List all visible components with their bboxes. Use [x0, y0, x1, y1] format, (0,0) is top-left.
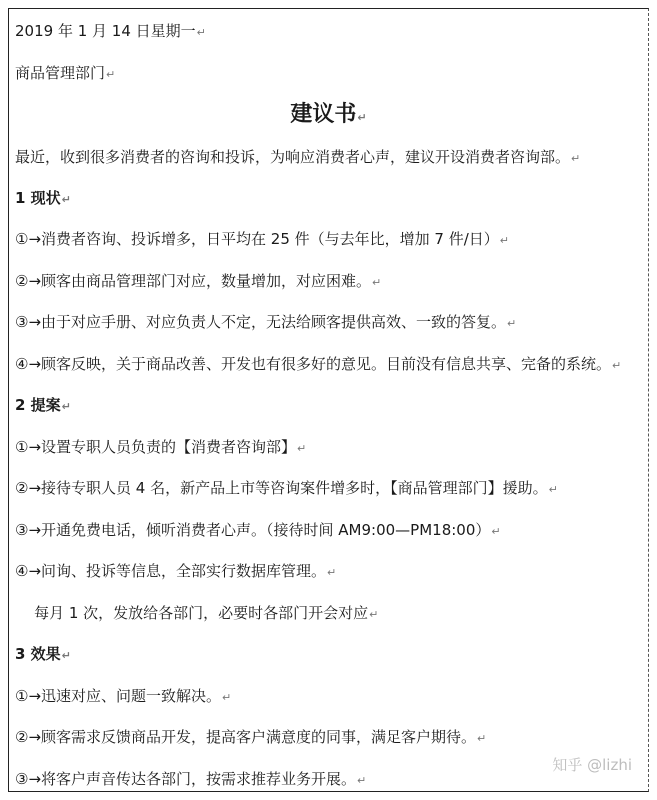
section-heading-text: 2 提案: [15, 396, 61, 414]
proposal-item: [15, 437, 306, 459]
section-heading-effect: [15, 644, 71, 666]
paragraph-mark: ↵: [357, 774, 367, 787]
paragraph-mark: ↵: [369, 608, 379, 621]
document-title: [9, 100, 648, 133]
effect-item: [15, 727, 486, 749]
date-line: [15, 21, 206, 43]
status-item: [15, 354, 621, 376]
paragraph-mark: ↵: [372, 276, 382, 289]
paragraph-mark: ↵: [357, 111, 367, 124]
paragraph-mark: ↵: [196, 26, 206, 39]
paragraph-mark: ↵: [297, 442, 307, 455]
proposal-item: [15, 603, 378, 625]
status-item: [15, 229, 509, 251]
status-item: [15, 312, 516, 334]
intro-line: [15, 147, 580, 169]
proposal-item: [15, 561, 336, 583]
section-heading-text: 3 效果: [15, 645, 61, 663]
paragraph-mark: ↵: [499, 234, 509, 247]
section-heading-status: [15, 188, 71, 210]
document-page: [8, 8, 649, 792]
paragraph-mark: ↵: [491, 525, 501, 538]
effect-item: [15, 769, 366, 791]
paragraph-mark: ↵: [327, 566, 337, 579]
paragraph-mark: ↵: [222, 691, 232, 704]
list-item-text: ④→问询、投诉等信息，全部实行数据库管理。: [15, 562, 327, 580]
effect-item: [15, 686, 231, 708]
list-item-text: ③→将客户声音传达各部门，按需求推荐业务开展。: [15, 770, 357, 788]
list-item-text: ②→顾客由商品管理部门对应，数量增加，对应困难。: [15, 272, 372, 290]
list-item-text: ④→顾客反映，关于商品改善、开发也有很多好的意见。目前没有信息共享、完备的系统。: [15, 355, 612, 373]
proposal-item: [15, 520, 501, 542]
paragraph-mark: ↵: [61, 193, 71, 206]
list-item-text: ②→顾客需求反馈商品开发，提高客户满意度的同事，满足客户期待。: [15, 728, 477, 746]
list-item-text: ①→消费者咨询、投诉增多，日平均在 25 件（与去年比，增加 7 件/日）: [15, 230, 499, 248]
paragraph-mark: ↵: [548, 483, 558, 496]
list-item-text: ①→迅速对应、问题一致解决。: [15, 687, 222, 705]
paragraph-mark: ↵: [477, 732, 487, 745]
section-heading-proposal: [15, 395, 71, 417]
paragraph-mark: ↵: [571, 152, 581, 165]
intro-text: 最近，收到很多消费者的咨询和投诉，为响应消费者心声，建议开设消费者咨询部。: [15, 148, 571, 166]
recipient-text: 商品管理部门: [15, 64, 106, 82]
watermark: 知乎 @lizhi: [552, 756, 632, 774]
recipient-line: [15, 63, 115, 85]
paragraph-mark: ↵: [612, 359, 622, 372]
status-item: [15, 271, 381, 293]
paragraph-mark: ↵: [106, 68, 116, 81]
title-text: 建议书: [290, 102, 357, 127]
section-heading-text: 1 现状: [15, 189, 61, 207]
list-item-text: ②→接待专职人员 4 名，新产品上市等咨询案件增多时，【商品管理部门】援助。: [15, 479, 548, 497]
paragraph-mark: ↵: [507, 317, 517, 330]
list-item-text: ③→开通免费电话，倾听消费者心声。（接待时间 AM9:00—PM18:00）: [15, 521, 491, 539]
paragraph-mark: ↵: [61, 400, 71, 413]
list-item-text: ①→设置专职人员负责的【消费者咨询部】: [15, 438, 297, 456]
list-item-text: 每月 1 次，发放给各部门，必要时各部门开会对应: [15, 604, 369, 622]
proposal-item: [15, 478, 558, 500]
paragraph-mark: ↵: [61, 649, 71, 662]
list-item-text: ③→由于对应手册、对应负责人不定，无法给顾客提供高效、一致的答复。: [15, 313, 507, 331]
date-text: 2019 年 1 月 14 日星期一: [15, 22, 196, 40]
